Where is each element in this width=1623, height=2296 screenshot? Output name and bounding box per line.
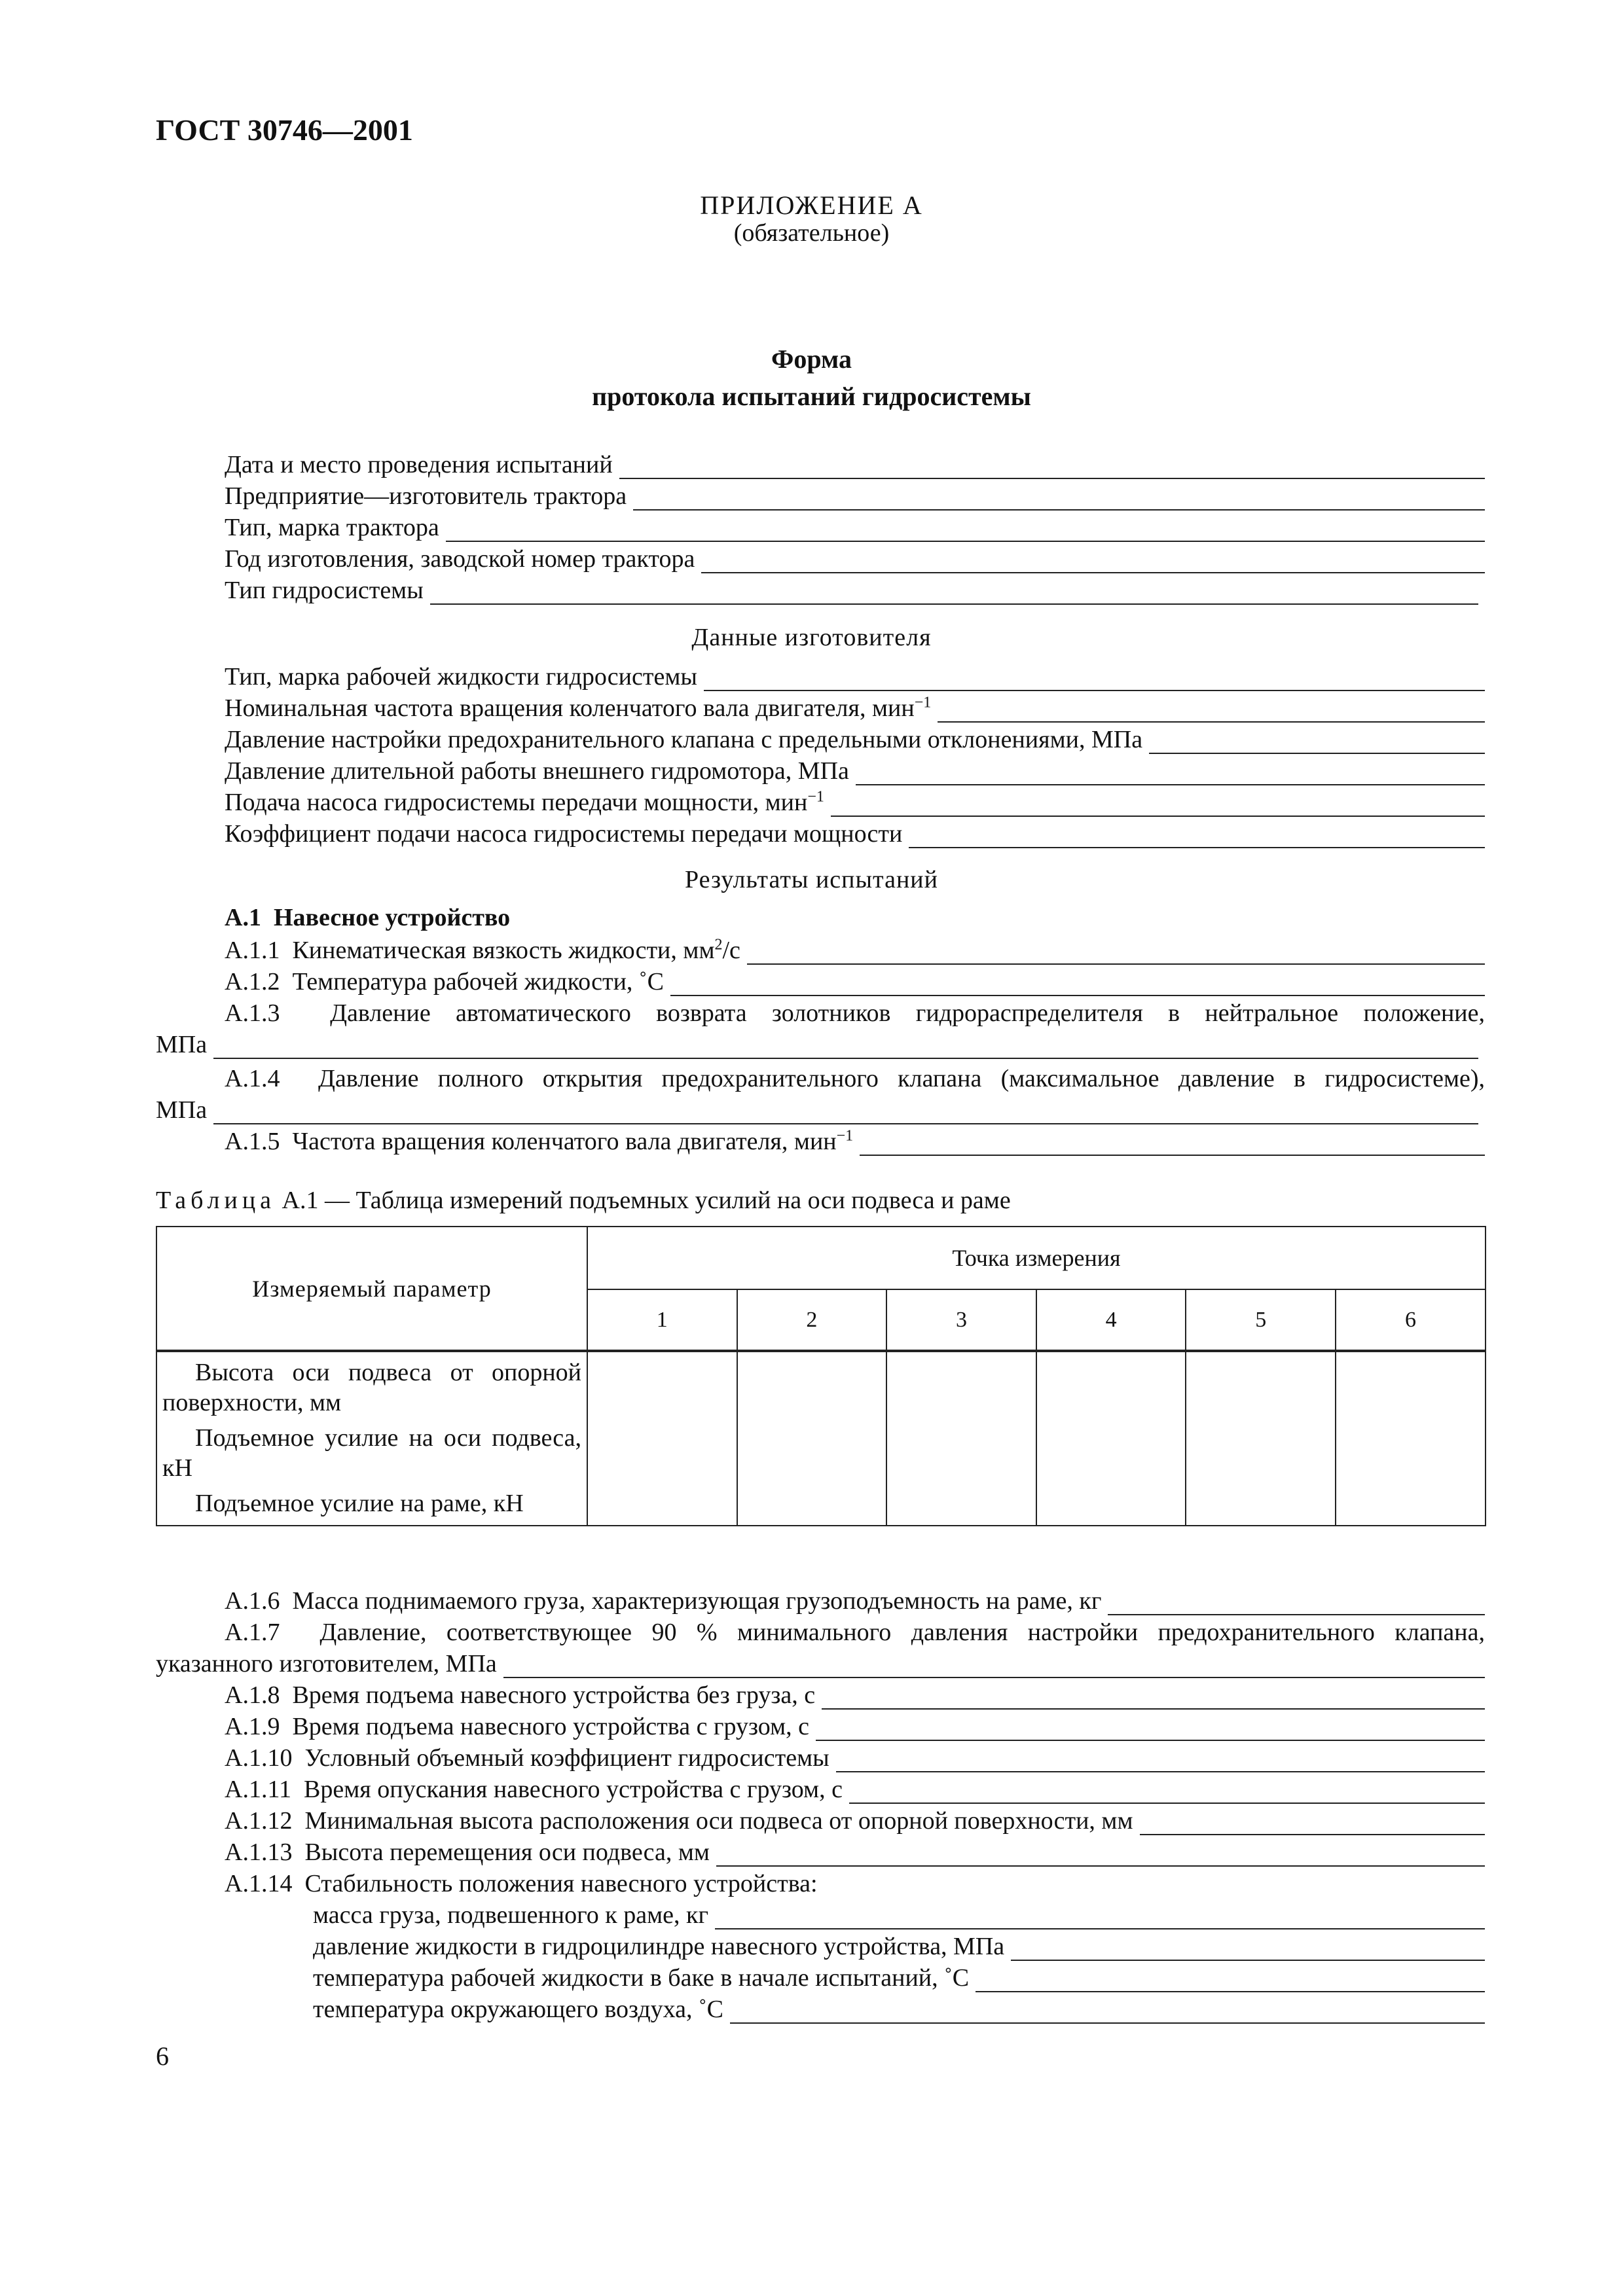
blank-line[interactable] [836, 1750, 1485, 1772]
blank-line[interactable] [1108, 1593, 1485, 1615]
field-fluid-brand: Тип, марка рабочей жидкости гидросистемы [225, 662, 1485, 691]
field-manufacturer: Предприятие—изготовитель трактора [225, 482, 1485, 511]
table-header-points: Точка измерения [587, 1227, 1486, 1289]
item-a1114-cylinder-pressure: давление жидкости в гидроцилиндре навесного устройства, МПа [313, 1932, 1485, 1961]
appendix-subtitle: (обязательное) [733, 219, 890, 247]
table-header-point: 3 [886, 1289, 1036, 1351]
form-subtitle: протокола испытаний гидросистемы [592, 382, 1031, 411]
item-a1114-load-mass: масса груза, подвешенного к раме, кг [313, 1901, 1485, 1929]
table-cell[interactable] [886, 1351, 1036, 1526]
item-a1112: А.1.12 Минимальная высота расположения оси подвеса от опорной поверхности, мм [225, 1806, 1485, 1835]
field-year-serial: Год изготовления, заводской номер трактора [225, 545, 1485, 573]
item-a1110: А.1.10 Условный объемный коэффициент гидросистемы [225, 1744, 1485, 1772]
blank-line[interactable] [704, 669, 1485, 691]
table-header-parameter: Измеряемый параметр [156, 1227, 587, 1351]
measurement-table [156, 1226, 1486, 1526]
blank-line[interactable] [715, 1907, 1485, 1929]
blank-line[interactable] [670, 974, 1485, 996]
table-header-point: 5 [1186, 1289, 1336, 1351]
field-valve-setting-pressure: Давление настройки предохранительного клапана с предельными отклонениями, МПа [225, 725, 1485, 754]
subsection-a1: А.1 Навесное устройство [225, 904, 511, 931]
field-nominal-rpm: Номинальная частота вращения коленчатого вала двигателя, мин$^{-1}$ [225, 694, 1485, 723]
blank-line[interactable] [938, 700, 1485, 723]
item-a113-cont: МПа [156, 1030, 1478, 1059]
table-caption: Таблица А.1 — Таблица измерений подъемных усилий на оси подвеса и раме [156, 1187, 1011, 1214]
item-a1114-air-temp: температура окружающего воздуха, ˚С [313, 1995, 1485, 2024]
item-a117-cont: указанного изготовителем, МПа [156, 1649, 1485, 1678]
blank-line[interactable] [849, 1782, 1485, 1804]
table-cell[interactable] [587, 1351, 737, 1526]
item-a1113: А.1.13 Высота перемещения оси подвеса, мм [225, 1838, 1485, 1867]
document-code: ГОСТ 30746—2001 [156, 113, 413, 147]
item-a1114-fluid-temp: температура рабочей жидкости в баке в начале испытаний, ˚С [313, 1964, 1485, 1992]
blank-line[interactable] [976, 1970, 1485, 1992]
table-cell[interactable] [1336, 1351, 1486, 1526]
table-row-label: Подъемное усилие на раме, кН [195, 1490, 524, 1517]
blank-line[interactable] [822, 1687, 1485, 1710]
form-title: Форма [771, 344, 852, 374]
table-cell[interactable] [1036, 1351, 1186, 1526]
blank-line[interactable] [816, 1719, 1485, 1741]
blank-line[interactable] [1011, 1939, 1485, 1961]
table-row-label: Высота оси подвеса от опорной поверхности, мм [162, 1359, 581, 1416]
blank-line[interactable] [213, 1037, 1478, 1059]
table-parameter-list [156, 1351, 587, 1526]
blank-line[interactable] [701, 551, 1485, 573]
blank-line[interactable] [860, 1134, 1485, 1156]
blank-line[interactable] [909, 826, 1485, 848]
table-row-label: Подъемное усилие на оси подвеса, кН [162, 1424, 581, 1482]
table-cell[interactable] [1186, 1351, 1336, 1526]
item-a115: А.1.5 Частота вращения коленчатого вала двигателя, мин$^{-1}$ [225, 1127, 1485, 1156]
section-title-manufacturer: Данные изготовителя [691, 624, 932, 651]
table-header-point: 2 [737, 1289, 887, 1351]
blank-line[interactable] [1140, 1813, 1485, 1835]
blank-line[interactable] [856, 763, 1485, 785]
blank-line[interactable] [446, 520, 1485, 542]
blank-line[interactable] [831, 795, 1485, 817]
item-a114-cont: МПа [156, 1096, 1478, 1124]
item-a1111: А.1.11 Время опускания навесного устройства с грузом, с [225, 1775, 1485, 1804]
item-a113: А.1.3 Давление автоматического возврата золотников гидрораспределителя в нейтральное положение, [225, 999, 1485, 1027]
item-a117: А.1.7 Давление, соответствующее 90 % минимального давления настройки предохранительного клапана, [225, 1619, 1485, 1646]
table-cell[interactable] [737, 1351, 887, 1526]
table-header-point: 4 [1036, 1289, 1186, 1351]
item-a119: А.1.9 Время подъема навесного устройства с грузом, с [225, 1712, 1485, 1741]
blank-line[interactable] [716, 1844, 1485, 1867]
item-a1114: А.1.14 Стабильность положения навесного устройства: [225, 1870, 818, 1897]
blank-line[interactable] [730, 2001, 1485, 2024]
blank-line[interactable] [1149, 732, 1485, 754]
field-hydro-type: Тип гидросистемы [225, 576, 1478, 605]
blank-line[interactable] [503, 1656, 1485, 1678]
item-a111: А.1.1 Кинематическая вязкость жидкости, $мм^2/с$ [225, 936, 1485, 965]
item-a114: А.1.4 Давление полного открытия предохранительного клапана (максимальное давление в гидросистеме), [225, 1065, 1486, 1092]
blank-line[interactable] [619, 457, 1485, 479]
field-motor-pressure: Давление длительной работы внешнего гидромотора, МПа [225, 757, 1485, 785]
item-a116: А.1.6 Масса поднимаемого груза, характеризующая грузоподъемность на раме, кг [225, 1587, 1485, 1615]
appendix-title: ПРИЛОЖЕНИЕ А [700, 190, 923, 220]
field-tractor-type: Тип, марка трактора [225, 513, 1485, 542]
page-number: 6 [156, 2041, 169, 2071]
field-pump-flow: Подача насоса гидросистемы передачи мощности, мин$^{-1}$ [225, 788, 1485, 817]
table-header-point: 1 [587, 1289, 737, 1351]
blank-line[interactable] [430, 583, 1478, 605]
section-title-results: Результаты испытаний [685, 866, 938, 893]
blank-line[interactable] [747, 942, 1485, 965]
blank-line[interactable] [633, 488, 1485, 511]
field-pump-coefficient: Коэффициент подачи насоса гидросистемы передачи мощности [225, 819, 1485, 848]
table-header-point: 6 [1336, 1289, 1486, 1351]
field-date-place: Дата и место проведения испытаний [225, 450, 1485, 479]
table-row [156, 1351, 1486, 1526]
item-a118: А.1.8 Время подъема навесного устройства без груза, с [225, 1681, 1485, 1710]
blank-line[interactable] [213, 1102, 1478, 1124]
item-a112: А.1.2 Температура рабочей жидкости, ˚С [225, 967, 1485, 996]
